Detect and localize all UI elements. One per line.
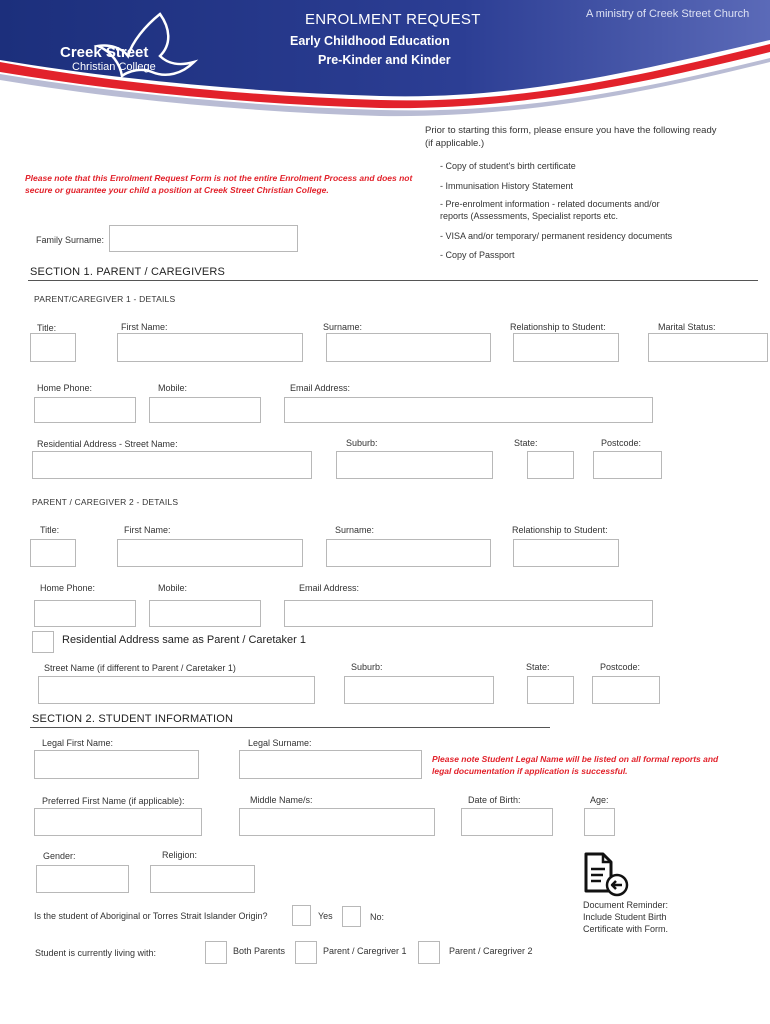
p2-title-label: Title:	[40, 525, 60, 535]
p2-home-phone-field[interactable]	[34, 600, 136, 627]
section-divider	[28, 280, 758, 281]
caregiver-2-checkbox[interactable]	[418, 941, 440, 964]
p1-postcode-field[interactable]	[593, 451, 662, 479]
parent-1-heading: PARENT/CAREGIVER 1 - DETAILS	[34, 294, 176, 304]
legal-first-name-field[interactable]	[34, 750, 199, 779]
aboriginal-no-label: No:	[370, 912, 385, 922]
page-title: ENROLMENT REQUEST	[305, 11, 481, 28]
living-with-label: Student is currently living with:	[35, 948, 157, 958]
checklist-text: Immunisation History Statement	[445, 181, 574, 191]
p1-state-label: State:	[514, 438, 538, 448]
checklist-item: - Immunisation History Statement	[440, 181, 574, 191]
both-parents-label: Both Parents	[233, 946, 286, 956]
p1-mobile-label: Mobile:	[158, 383, 188, 393]
p2-suburb-label: Suburb:	[351, 662, 383, 672]
p2-suburb-field[interactable]	[344, 676, 494, 704]
same-address-checkbox[interactable]	[32, 631, 54, 653]
p1-street-label: Residential Address - Street Name:	[37, 439, 178, 449]
page-subtitle-1: Early Childhood Education	[290, 34, 450, 48]
age-field[interactable]	[584, 808, 615, 836]
section-divider	[30, 727, 550, 728]
gender-field[interactable]	[36, 865, 129, 893]
checklist-item: - Copy of Passport	[440, 250, 515, 260]
p1-marital-label: Marital Status:	[658, 322, 716, 332]
aboriginal-question: Is the student of Aboriginal or Torres Strait Islander Origin?	[34, 911, 268, 921]
parent-2-heading: PARENT / CAREGIVER 2 - DETAILS	[32, 497, 179, 507]
religion-label: Religion:	[162, 850, 198, 860]
legal-surname-field[interactable]	[239, 750, 422, 779]
middle-name-label: Middle Name/s:	[250, 795, 313, 805]
legal-name-note: Please note Student Legal Name will be listed on all formal reports and legal documentation if application is successful.	[432, 754, 719, 776]
p2-relationship-label: Relationship to Student:	[512, 525, 608, 535]
p2-surname-label: Surname:	[335, 525, 375, 535]
p1-first-name-label: First Name:	[121, 322, 168, 332]
checklist-text: Copy of student's birth certificate	[445, 161, 576, 171]
p1-home-phone-label: Home Phone:	[37, 383, 93, 393]
middle-name-field[interactable]	[239, 808, 435, 836]
aboriginal-no-checkbox[interactable]	[342, 906, 361, 927]
checklist-text: Pre-enrolment information - related documents and/or reports (Assessments, Specialist reports etc.	[440, 199, 660, 221]
preferred-name-label: Preferred First Name (if applicable):	[42, 796, 185, 806]
doc-reminder-line2: Include Student Birth	[583, 912, 667, 922]
p1-postcode-label: Postcode:	[601, 438, 642, 448]
both-parents-checkbox[interactable]	[205, 941, 227, 964]
p1-relationship-label: Relationship to Student:	[510, 322, 606, 332]
p1-title-label: Title:	[37, 323, 57, 333]
p2-mobile-label: Mobile:	[158, 583, 188, 593]
legal-first-name-label: Legal First Name:	[42, 738, 114, 748]
dob-label: Date of Birth:	[468, 795, 521, 805]
same-address-label: Residential Address same as Parent / Caretaker 1	[62, 634, 306, 646]
p1-email-label: Email Address:	[290, 383, 351, 393]
ministry-tagline: A ministry of Creek Street Church	[586, 8, 750, 20]
checklist-text: VISA and/or temporary/ permanent residency documents	[445, 231, 673, 241]
prior-instructions: Prior to starting this form, please ensure you have the following ready (if applicable.)	[425, 125, 717, 149]
page-subtitle-2: Pre-Kinder and Kinder	[318, 53, 451, 67]
p1-street-field[interactable]	[32, 451, 312, 479]
school-subname: Christian College	[72, 61, 156, 73]
checklist-item: - Copy of student's birth certificate	[440, 161, 576, 171]
gender-label: Gender:	[43, 851, 76, 861]
checklist-text: Copy of Passport	[445, 250, 515, 260]
religion-field[interactable]	[150, 865, 255, 893]
p1-email-field[interactable]	[284, 397, 653, 423]
doc-reminder-line3: Certificate with Form.	[583, 924, 669, 934]
p1-marital-field[interactable]	[648, 333, 768, 362]
doc-reminder-line1: Document Reminder:	[583, 900, 669, 910]
document-return-icon	[583, 851, 631, 899]
p1-state-field[interactable]	[527, 451, 574, 479]
p1-title-field[interactable]	[30, 333, 76, 362]
p2-first-name-label: First Name:	[124, 525, 171, 535]
caregiver-2-label: Parent / Caregriver 2	[449, 946, 533, 956]
p2-postcode-label: Postcode:	[600, 662, 641, 672]
p1-home-phone-field[interactable]	[34, 397, 136, 423]
p1-surname-label: Surname:	[323, 322, 363, 332]
caregiver-1-checkbox[interactable]	[295, 941, 317, 964]
aboriginal-yes-checkbox[interactable]	[292, 905, 311, 926]
p2-state-label: State:	[526, 662, 550, 672]
preferred-name-field[interactable]	[34, 808, 202, 836]
legal-surname-label: Legal Surname:	[248, 738, 312, 748]
p1-suburb-label: Suburb:	[346, 438, 378, 448]
caregiver-1-label: Parent / Caregriver 1	[323, 946, 407, 956]
p2-postcode-field[interactable]	[592, 676, 660, 704]
family-surname-label: Family Surname:	[36, 235, 105, 245]
section-2-title: SECTION 2. STUDENT INFORMATION	[32, 713, 234, 725]
p2-email-field[interactable]	[284, 600, 653, 627]
p2-street-field[interactable]	[38, 676, 315, 704]
family-surname-field[interactable]	[109, 225, 298, 252]
p1-first-name-field[interactable]	[117, 333, 303, 362]
p2-mobile-field[interactable]	[149, 600, 261, 627]
p1-relationship-field[interactable]	[513, 333, 619, 362]
school-name: Creek Street	[60, 44, 149, 61]
p1-suburb-field[interactable]	[336, 451, 493, 479]
p1-surname-field[interactable]	[326, 333, 491, 362]
checklist-item: - Pre-enrolment information - related documents and/or reports (Assessments, Specialist reports etc.	[440, 199, 660, 221]
section-1-title: SECTION 1. PARENT / CAREGIVERS	[30, 266, 226, 278]
p2-title-field[interactable]	[30, 539, 76, 567]
p2-first-name-field[interactable]	[117, 539, 303, 567]
enrolment-disclaimer: Please note that this Enrolment Request Form is not the entire Enrolment Process and does not secure or guarantee your child a position at Creek Street Christian College.	[25, 173, 413, 195]
p2-relationship-field[interactable]	[513, 539, 619, 567]
p2-street-label: Street Name (if different to Parent / Caretaker 1)	[44, 663, 236, 673]
dob-field[interactable]	[461, 808, 553, 836]
checklist-item: - VISA and/or temporary/ permanent residency documents	[440, 231, 673, 241]
p2-surname-field[interactable]	[326, 539, 491, 567]
age-label: Age:	[590, 795, 609, 805]
aboriginal-yes-label: Yes	[318, 911, 333, 921]
p2-email-label: Email Address:	[299, 583, 360, 593]
p1-mobile-field[interactable]	[149, 397, 261, 423]
p2-state-field[interactable]	[527, 676, 574, 704]
p2-home-phone-label: Home Phone:	[40, 583, 96, 593]
